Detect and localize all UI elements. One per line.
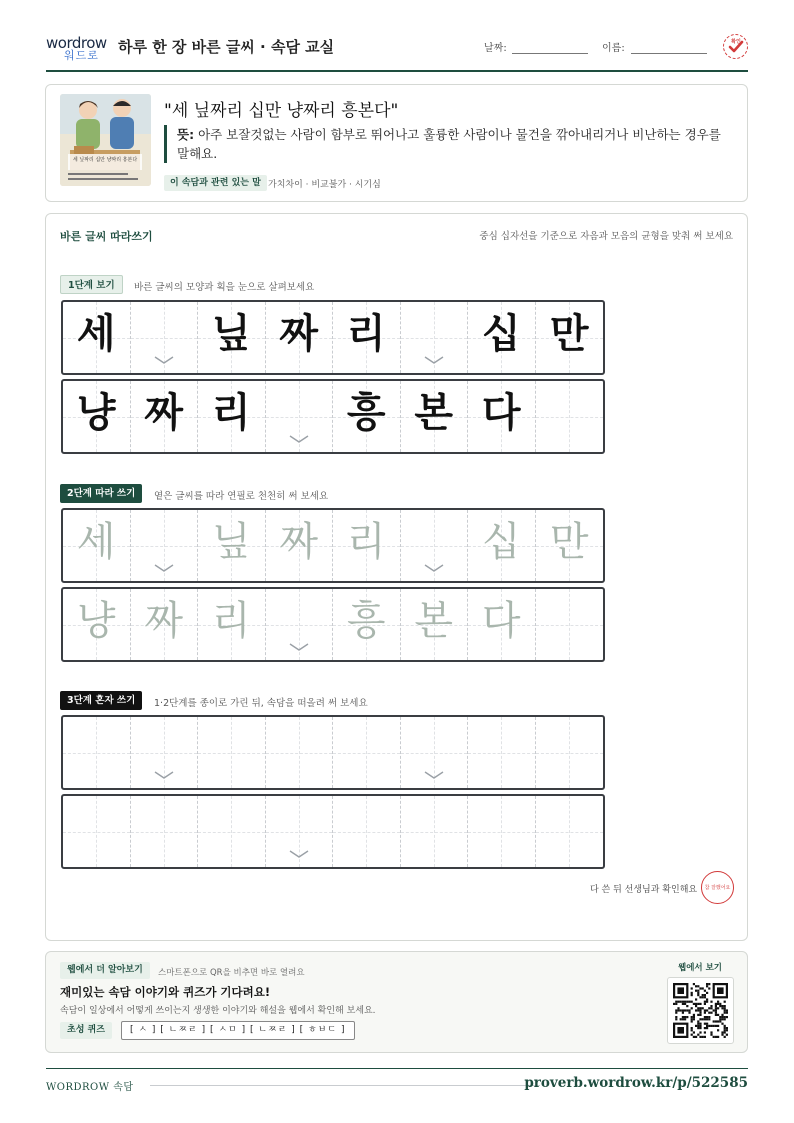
glyph-char: 냥 [76,390,116,436]
glyph-char: 짜 [144,598,184,644]
page-header [46,30,748,72]
writing-cell[interactable] [131,796,199,867]
writing-cell[interactable] [468,589,536,660]
writing-cell[interactable] [63,589,131,660]
web-more-tag[interactable]: 웹에서 더 알아보기 [60,962,150,979]
meaning-label: 뜻: [177,127,195,142]
writing-cell[interactable] [63,510,131,581]
writing-cell [198,381,266,452]
glyph-char: 세 [76,519,116,565]
glyph-char: 냥 [76,598,116,644]
glyph-char: 세 [76,311,116,357]
logo-subtext: 워드로 [64,49,99,62]
space-chevron-icon [289,434,309,444]
checkmark-icon [725,35,747,57]
footer-divider [150,1085,540,1086]
writing-cell[interactable] [333,796,401,867]
glyph-char: 다 [481,390,521,436]
glyph-char: 흥 [346,390,386,436]
glyph-char: 리 [346,311,386,357]
step3-row-1[interactable] [61,715,605,790]
writing-cell[interactable] [266,717,334,788]
writing-cell[interactable] [401,510,469,581]
writing-cell[interactable] [536,510,604,581]
glyph-char: 리 [346,519,386,565]
related-words: 가치차이 · 비교불가 · 시기심 [268,180,381,190]
practice-title: 바른 글씨 따라쓰기 [60,230,153,243]
glyph-char: 십 [481,519,521,565]
meaning-text: 아주 보잘것없는 사람이 함부로 뛰어나고 훌륭한 사람이나 물건을 깎아내리거나 비난하는 경우를 말해요. [177,127,721,161]
space-chevron-icon [424,770,444,780]
writing-cell [536,302,604,373]
teacher-check-note: 다 쓴 뒤 선생님과 확인해요 [590,885,698,895]
step1-description: 바른 글씨의 모양과 획을 눈으로 살펴보세요 [134,282,315,293]
date-label: 날짜: [484,43,507,54]
writing-cell[interactable] [63,717,131,788]
writing-cell[interactable] [198,510,266,581]
proverb-illustration [60,94,151,186]
writing-cell[interactable] [131,717,199,788]
web-subtext: 속담이 일상에서 어떻게 쓰이는지 생생한 이야기와 해설을 웹에서 확인해 보세요. [60,1006,376,1016]
writing-cell [266,381,334,452]
name-field[interactable] [631,53,707,54]
writing-cell[interactable] [468,510,536,581]
writing-cell[interactable] [536,589,604,660]
writing-cell[interactable] [198,717,266,788]
initial-quiz-tag: 초성 퀴즈 [60,1022,112,1039]
writing-cell [131,381,199,452]
glyph-char: 리 [211,598,251,644]
writing-cell[interactable] [468,796,536,867]
proverb-title: "세 닢짜리 십만 냥짜리 흥본다" [164,101,399,121]
writing-cell[interactable] [333,589,401,660]
glyph-char: 본 [414,390,454,436]
writing-cell [266,302,334,373]
writing-cell [401,381,469,452]
writing-cell [468,302,536,373]
glyph-char: 본 [414,598,454,644]
glyph-char: 흥 [346,598,386,644]
space-chevron-icon [289,849,309,859]
space-chevron-icon [154,770,174,780]
writing-cell[interactable] [198,589,266,660]
initial-quiz-box: [ ㅅ ] [ ㄴㅉㄹ ] [ ㅅㅁ ] [ ㄴㅉㄹ ] [ ㅎㅂㄷ ] [121,1021,355,1040]
glyph-char: 만 [549,311,589,357]
page-footer [46,1068,748,1098]
space-chevron-icon [154,355,174,365]
glyph-char: 다 [481,598,521,644]
step2-badge: 2단계 따라 쓰기 [60,484,142,503]
writing-cell [198,302,266,373]
writing-cell[interactable] [131,510,199,581]
handwriting-practice-section [45,213,748,941]
space-chevron-icon [154,563,174,573]
glyph-char: 닢 [211,519,251,565]
writing-cell [333,302,401,373]
step2-description: 옅은 글씨를 따라 연필로 천천히 써 보세요 [154,491,329,502]
writing-cell[interactable] [536,717,604,788]
glyph-char: 만 [549,519,589,565]
glyph-char: 짜 [144,390,184,436]
step1-badge: 1단계 보기 [60,275,123,294]
writing-cell[interactable] [401,589,469,660]
writing-cell [468,381,536,452]
footer-brand: WORDROW 속담 [46,1082,134,1093]
qr-code-icon [673,983,728,1038]
wordrow-logo[interactable] [46,34,107,62]
related-words-tag: 이 속담과 관련 있는 말 [164,175,267,191]
page-title: 하루 한 장 바른 글씨 · 속담 교실 [118,38,335,56]
footer-url-link[interactable]: proverb.wordrow.kr/p/522585 [524,1075,748,1091]
glyph-char: 리 [211,390,251,436]
writing-cell [131,302,199,373]
proverb-meaning [164,125,729,163]
step2-row-1[interactable] [61,508,605,583]
logo-text: wordrow [46,34,107,52]
writing-cell [63,381,131,452]
step1-row-2 [61,379,605,454]
step3-badge: 3단계 혼자 쓰기 [60,691,142,710]
step2-row-2[interactable] [61,587,605,662]
writing-cell [401,302,469,373]
writing-cell[interactable] [401,717,469,788]
qr-code[interactable] [667,977,734,1044]
space-chevron-icon [424,355,444,365]
writing-cell[interactable] [333,510,401,581]
glyph-char: 닢 [211,311,251,357]
writing-cell[interactable] [266,796,334,867]
space-chevron-icon [424,563,444,573]
glyph-char: 십 [481,311,521,357]
writing-cell[interactable] [401,796,469,867]
writing-cell [536,381,604,452]
writing-cell[interactable] [266,510,334,581]
glyph-char: 짜 [279,519,319,565]
good-job-stamp-icon: 참 잘했어요 [701,871,734,904]
writing-cell [333,381,401,452]
writing-cell[interactable] [536,796,604,867]
step3-row-2[interactable] [61,794,605,869]
writing-cell[interactable] [63,796,131,867]
svg-text:확인: 확인 [730,39,741,45]
writing-cell[interactable] [333,717,401,788]
check-badge-icon [723,34,748,59]
glyph-char: 짜 [279,311,319,357]
step3-description: 1·2단계를 종이로 가린 뒤, 속담을 떠올려 써 보세요 [154,698,368,709]
web-tag-description: 스마트폰으로 QR을 비추면 바로 열려요 [158,968,305,978]
step1-row-1 [61,300,605,375]
writing-cell[interactable] [266,589,334,660]
writing-cell[interactable] [131,589,199,660]
web-headline: 재미있는 속담 이야기와 퀴즈가 기다려요! [60,985,271,999]
writing-cell[interactable] [198,796,266,867]
date-field[interactable] [512,53,588,54]
practice-hint: 중심 십자선을 기준으로 자음과 모음의 균형을 맞춰 써 보세요 [479,231,733,242]
svg-text:세 닢짜리 십만 냥짜리 흥본다: 세 닢짜리 십만 냥짜리 흥본다 [72,157,138,163]
writing-cell [63,302,131,373]
web-promo-section [45,951,748,1053]
writing-cell[interactable] [468,717,536,788]
proverb-card [45,84,748,202]
space-chevron-icon [289,642,309,652]
qr-label: 웹에서 보기 [678,963,723,973]
name-label: 이름: [602,43,625,54]
